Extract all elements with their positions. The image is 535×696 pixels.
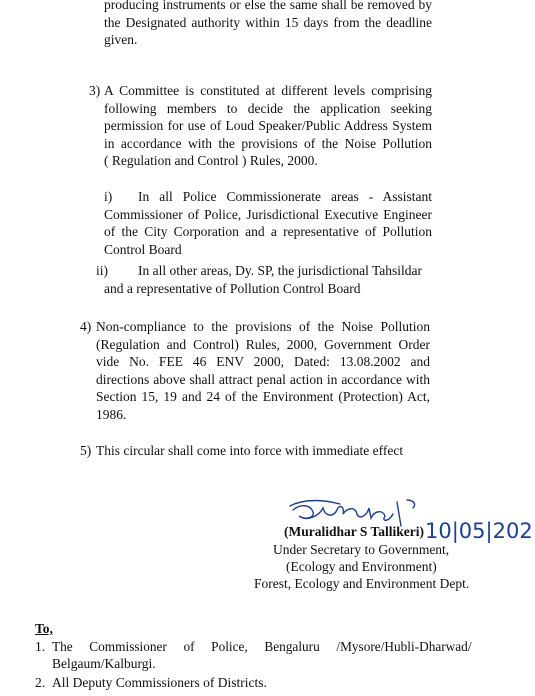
point-5-text: This circular shall come into force with immediate effect (96, 443, 404, 458)
sub-item-i-first-line: In all Police Commissionerate areas - Assistant (138, 189, 432, 204)
point-4-line-3: vide No. FEE 46 ENV 2000, Dated: 13.08.2002 and (96, 354, 430, 369)
to-heading: To, (35, 621, 53, 636)
sub-item-ii-marker: ii) (96, 263, 108, 278)
signatory-section: (Ecology and Environment) (286, 559, 437, 574)
point-5-number: 5) (80, 443, 92, 458)
sub-item-ii-line-2: and a representative of Pollution Control Board (104, 281, 361, 296)
point-3-line-4: in accordance with the provisions of the Noise Pollution (104, 135, 432, 151)
recipient-1-line-2: Belgaum/Kalburgi. (52, 656, 156, 671)
point-3-paragraph (104, 82, 432, 170)
recipient-2-line-1: All Deputy Commissioners of Districts. (52, 675, 267, 690)
carryover-line-3: given. (104, 32, 138, 47)
sub-item-i-line-3: of the City Corporation and a representative of Pollution (104, 224, 432, 239)
signatory-designation: Under Secretary to Government, (273, 542, 450, 557)
point-4-line-6: 1986. (96, 406, 127, 422)
recipient-1-number: 1. (35, 639, 46, 654)
point-4-line-2: (Regulation and Control) Rules, 2000, Government Order (96, 336, 430, 352)
signatory-name: (Muralidhar S Tallikeri) (284, 524, 425, 539)
point-4-line-4: directions above shall attract penal action in accordance with (96, 371, 430, 387)
point-3-line-5: ( Regulation and Control ) Rules, 2000. (104, 153, 318, 168)
carryover-paragraph (104, 0, 432, 49)
carryover-line-2: the Designated authority within 15 days from the deadline (104, 14, 432, 30)
point-3-line-1: A Committee is constituted at different levels comprising (104, 83, 432, 98)
sub-item-i-line-2: Commissioner of Police, Jurisdictional Executive Engineer (104, 206, 432, 222)
point-4-number: 4) (80, 319, 92, 334)
point-4-line-5: Section 15, 19 and 24 of the Environment (Protection) Act, (96, 389, 430, 404)
sub-item-i-line-4: Control Board (104, 241, 182, 257)
recipient-2-number: 2. (35, 675, 46, 690)
point-3-line-2: following members to decide the application seeking (104, 100, 432, 116)
recipient-1-line-1: The Commissioner of Police, Bengaluru /Mysore/Hubli-Dharwad/ (52, 639, 472, 654)
sub-item-i-marker: i) (104, 189, 113, 204)
point-3-number: 3) (89, 83, 101, 98)
handwritten-date: 10|05|202 (425, 519, 533, 543)
point-3-line-3: permission for use of Loud Speaker/Public Address System (104, 118, 432, 133)
carryover-line-1: producing instruments or else the same shall be removed by (104, 0, 432, 12)
point-4-line-1: Non-compliance to the provisions of the Noise Pollution (96, 319, 430, 334)
point-4-paragraph (96, 318, 430, 423)
sub-item-i-rest (104, 206, 432, 259)
sub-item-ii-first-line: In all other areas, Dy. SP, the jurisdictional Tahsildar (138, 263, 422, 278)
signatory-department: Forest, Ecology and Environment Dept. (254, 576, 470, 591)
